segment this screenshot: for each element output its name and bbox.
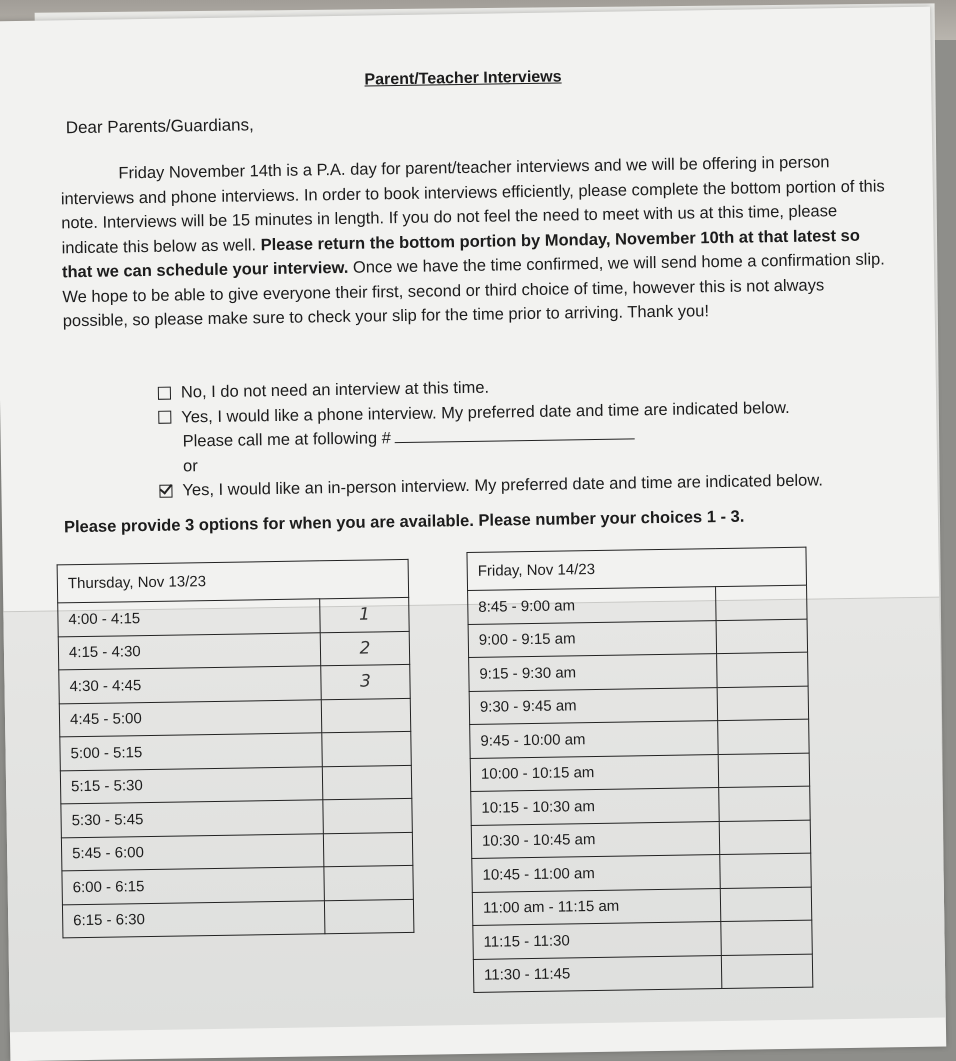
choice-cell[interactable] [718,719,810,754]
choice-cell[interactable]: 1 [320,597,410,632]
time-slot-label: 6:00 - 6:15 [62,867,324,905]
greeting: Dear Parents/Guardians, [65,115,254,138]
choice-cell[interactable] [719,820,811,855]
table-row [60,731,411,770]
choice-cell[interactable] [716,619,808,654]
thursday-header-row [57,559,409,603]
instruction-text: Please provide 3 options for when you are available. Please number your choices 1 - 3. [63,507,745,537]
choice-cell[interactable] [323,798,413,833]
choice-cell[interactable]: 3 [321,664,411,699]
friday-header: Friday, Nov 14/23 [467,547,807,590]
time-slot-label: 9:00 - 9:15 am [468,620,716,657]
choice-cell[interactable] [321,698,411,733]
time-slot-label: 11:00 am - 11:15 am [472,888,720,925]
checkbox-in-person-interview[interactable] [159,484,172,497]
checkbox-phone-interview[interactable] [158,411,171,424]
friday-schedule-table [466,547,813,993]
choice-cell[interactable] [719,786,811,821]
table-row [472,853,811,892]
choice-cell[interactable] [717,686,809,721]
table-row [61,798,412,837]
table-row [471,786,810,825]
paragraph-bold-deadline: Please return the bottom portion by Monday, November 10th at that latest so that we can schedule your interview. [61,226,860,282]
time-slot-label: 8:45 - 9:00 am [468,587,716,624]
time-slot-label: 10:30 - 10:45 am [471,821,719,858]
table-row [58,597,409,636]
option-in-person-label: Yes, I would like an in-person interview. My preferred date and time are indicated below. [182,471,824,500]
time-slot-label: 4:00 - 4:15 [58,599,320,637]
thursday-schedule-table [57,559,415,938]
paragraph-text-1: Friday November 14th is a P.A. day for parent/teacher interviews and we will be offering in person interviews and phone interviews. In order to book interviews efficiently, please complete the bottom portion of this note. Interviews will be 15 minutes in length. If you do not feel the need to meet with us at this time, please indicate this below as well. [60,153,885,257]
letter-title: Parent/Teacher Interviews [364,68,562,89]
or-label: or [182,456,198,475]
time-slot-label: 10:45 - 11:00 am [472,855,720,892]
choice-cell[interactable] [323,832,413,867]
time-slot-label: 5:15 - 5:30 [60,766,322,804]
interview-options [158,369,920,503]
time-slot-label: 11:30 - 11:45 [473,955,721,992]
option-no-interview-label: No, I do not need an interview at this time. [180,378,490,402]
table-row [473,920,812,959]
table-row [473,954,812,993]
choice-cell[interactable] [322,765,412,800]
choice-cell[interactable] [721,920,813,955]
friday-header-row [467,547,807,590]
table-row [468,585,807,624]
time-slot-label: 11:15 - 11:30 [473,922,721,959]
option-phone-label: Yes, I would like a phone interview. My preferred date and time are indicated below. [181,398,790,426]
time-slot-label: 5:45 - 6:00 [61,833,323,871]
time-slot-label: 4:30 - 4:45 [59,666,321,704]
letter-page [0,7,946,1061]
thursday-header: Thursday, Nov 13/23 [57,559,409,603]
phone-number-field[interactable] [395,424,635,443]
table-row [59,664,410,703]
table-row [471,820,810,859]
letter-body [60,149,893,334]
time-slot-label: 5:00 - 5:15 [60,733,322,771]
time-slot-label: 4:15 - 4:30 [58,632,320,670]
choice-cell[interactable] [718,753,810,788]
phone-call-label: Please call me at following # [182,429,391,451]
letter-paragraph [60,149,893,334]
choice-cell[interactable] [324,865,414,900]
table-row [59,698,410,737]
time-slot-label: 9:30 - 9:45 am [469,687,717,724]
checkbox-no-interview[interactable] [158,386,171,399]
table-row [58,631,409,670]
time-slot-label: 10:00 - 10:15 am [470,754,718,791]
table-row [469,652,808,691]
table-row [61,832,412,871]
table-row [470,753,809,792]
table-row [472,887,811,926]
table-row [60,765,411,804]
table-row [470,719,809,758]
choice-cell[interactable] [720,853,812,888]
time-slot-label: 4:45 - 5:00 [59,699,321,737]
choice-cell[interactable]: 2 [320,631,410,666]
time-slot-label: 6:15 - 6:30 [62,900,324,938]
choice-cell[interactable] [716,585,808,620]
choice-cell[interactable] [322,731,412,766]
table-row [469,686,808,725]
time-slot-label: 9:15 - 9:30 am [469,654,717,691]
time-slot-label: 5:30 - 5:45 [61,800,323,838]
table-row [62,865,413,904]
choice-cell[interactable] [720,887,812,922]
table-row [468,619,807,658]
choice-cell[interactable] [717,652,809,687]
time-slot-label: 10:15 - 10:30 am [471,788,719,825]
choice-cell[interactable] [721,954,813,989]
table-row [62,899,413,938]
paragraph-text-2: Once we have the time confirmed, we will send home a confirmation slip. We hope to be able to give everyone their first, second or third choice of time, however this is not always possible, so please make sure to check your slip for the time prior to arriving. Thank you! [62,250,885,331]
time-slot-label: 9:45 - 10:00 am [470,721,718,758]
choice-cell[interactable] [324,899,414,934]
